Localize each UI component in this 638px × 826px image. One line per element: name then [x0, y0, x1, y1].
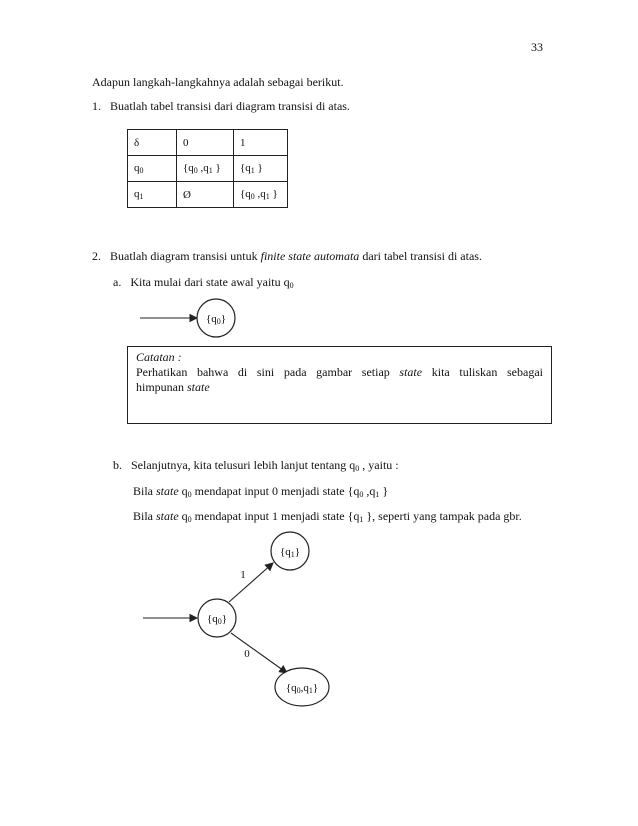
table-header-delta: δ: [128, 130, 177, 156]
state-node-q1-label: {q1}: [279, 546, 301, 559]
page-number: 33: [531, 40, 543, 54]
state-node-q0q1-label: {q0,q1}: [285, 682, 319, 695]
step-2-number: 2.: [92, 249, 101, 263]
step-b-text: Selanjutnya, kita telusuri lebih lanjut tentang q: [131, 458, 356, 472]
edge-label-1: 1: [240, 569, 246, 581]
edge-label-0: 0: [244, 648, 250, 660]
note-line-2: himpunan state: [136, 380, 210, 394]
step-a: a. Kita mulai dari state awal yaitu $q_0$: [113, 275, 294, 290]
step-a-letter: a.: [113, 275, 122, 289]
step-2-text: Buatlah diagram transisi untuk: [110, 249, 261, 263]
step-b-letter: b.: [113, 458, 122, 472]
note-title: Catatan :: [136, 350, 182, 364]
step-a-text: Kita mulai dari state awal yaitu q: [130, 275, 290, 289]
note-line-1: Perhatikan bahwa di sini pada gambar setiap state kita tuliskan sebagai: [136, 365, 543, 379]
table-cell-input-0: Ø: [177, 182, 234, 208]
edge-q0-to-q0q1: [231, 633, 287, 673]
table-cell-input-1: {$q_1$ }: [234, 156, 288, 182]
rule-input-1: Bila state $q_0$ mendapat input 1 menjadi state {$q_1$ }, seperti yang tampak pada gbr.: [133, 509, 522, 524]
rule-input-0: Bila state $q_0$ mendapat input 0 menjadi state {$q_0$ $,q_1$ }: [133, 484, 389, 499]
step-2-text-end: dari tabel transisi di atas.: [359, 249, 482, 263]
state-node-q0-label: {q0}: [205, 313, 227, 326]
table-header-0: 0: [177, 130, 234, 156]
diagram-transitions: [143, 532, 329, 706]
step-2-italic: finite state automata: [260, 249, 360, 263]
step-1-text: Buatlah tabel transisi dari diagram transisi di atas.: [110, 99, 350, 113]
step-1-number: 1.: [92, 99, 101, 113]
note-box: [127, 346, 552, 424]
table-cell-input-1: {$q_0$ $,q_1$ }: [234, 182, 288, 208]
edge-q0-to-q1: [229, 563, 273, 602]
step-b: b. Selanjutnya, kita telusuri lebih lanjut tentang $q_0$ , yaitu :: [113, 458, 399, 473]
table-cell-input-0: {$q_0$ $,q_1$ }: [177, 156, 234, 182]
table-header-1: 1: [234, 130, 288, 156]
state-node-q0-label: {q0}: [206, 613, 228, 626]
table-cell-state: $q_0$: [128, 156, 177, 182]
intro-text: Adapun langkah-langkahnya adalah sebagai berikut.: [92, 75, 344, 89]
table-cell-state: $q_1$: [128, 182, 177, 208]
